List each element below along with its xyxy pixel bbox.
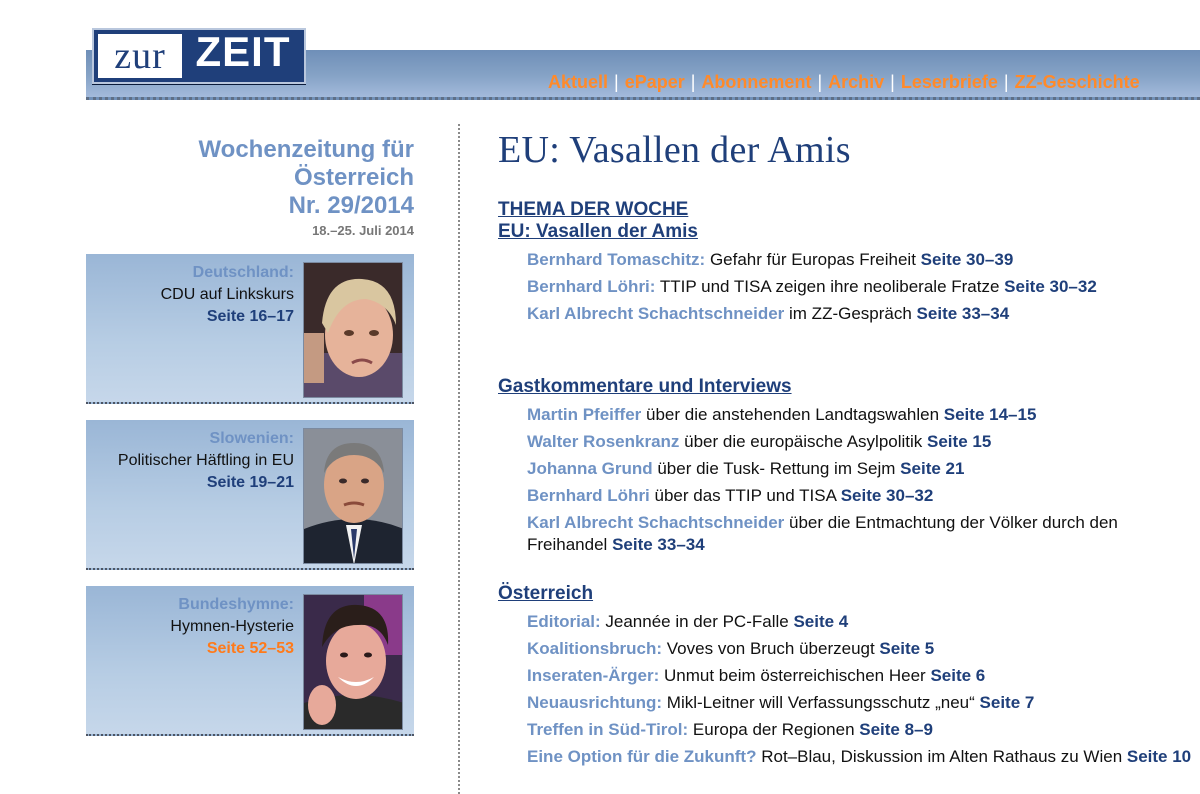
item-author-link[interactable]: Treffen in Süd-Tirol: [527,720,689,739]
card-kicker: Bundeshymne: [178,596,294,613]
issue-number: Nr. 29/2014 [288,192,414,219]
logo-zur: zur [98,34,182,78]
nav-archiv[interactable]: Archiv [828,72,885,92]
nav-zz-geschichte[interactable]: ZZ-Geschichte [1014,72,1140,92]
list-item [527,746,1195,768]
column-divider [458,124,460,794]
teaser-card-bundeshymne[interactable] [86,586,414,736]
list-item [527,404,1167,426]
card-description: Politischer Häftling in EU [117,452,294,469]
list-item [527,249,1187,271]
item-page-link[interactable]: Seite 15 [927,432,992,451]
section-heading[interactable]: THEMA DER WOCHE [498,199,689,220]
item-author-link[interactable]: Bernhard Löhri [527,486,650,505]
item-author-link[interactable]: Koalitionsbruch: [527,639,663,658]
item-page-link[interactable]: Seite 6 [930,666,986,685]
item-text: Mikl-Leitner will Verfassungsschutz „neu“ [662,693,980,712]
item-page-link[interactable]: Seite 4 [793,612,849,631]
list-item [527,611,1195,633]
item-author-link[interactable]: Eine Option für die Zukunft? [527,747,757,766]
teaser-card-slowenien[interactable] [86,420,414,570]
item-page-link[interactable]: Seite 5 [879,639,935,658]
item-text: über die Tusk- Rettung im Sejm [652,459,901,478]
item-author-link[interactable]: Bernhard Tomaschitz: [527,250,706,269]
item-page-link[interactable]: Seite 30–32 [1004,277,1097,296]
item-author-link[interactable]: Johanna Grund [527,459,653,478]
list-item [527,458,1167,480]
item-text: über die anstehenden Landtagswahlen [641,405,944,424]
section-oesterreich [498,583,1198,773]
list-item [527,719,1195,741]
section-heading[interactable]: Gastkommentare und Interviews [498,376,792,397]
portrait-photo-icon[interactable] [303,262,403,398]
nav-separator: | [614,72,619,92]
item-page-link[interactable]: Seite 33–34 [612,535,705,554]
list-item [527,512,1167,556]
nav-separator: | [690,72,696,92]
item-text: TTIP und TISA zeigen ihre neoliberale Fratze [655,277,1005,296]
teaser-card-deutschland[interactable] [86,254,414,404]
issue-info [100,136,414,240]
item-page-link[interactable]: Seite 33–34 [916,304,1010,323]
card-page-link[interactable]: Seite 16–17 [206,308,294,325]
card-kicker: Deutschland: [192,264,294,281]
portrait-photo-icon[interactable] [303,594,403,730]
item-text: im ZZ-Gespräch [784,304,917,323]
section-heading[interactable]: Österreich [498,583,594,604]
item-author-link[interactable]: Walter Rosenkranz [527,432,680,451]
item-author-link[interactable]: Martin Pfeiffer [527,405,642,424]
item-text: Jeannée in der PC-Falle [600,612,794,631]
page-title: EU: Vasallen der Amis [498,129,851,171]
nav-separator: | [817,72,823,92]
item-page-link[interactable]: Seite 7 [979,693,1035,712]
item-text: Voves von Bruch überzeugt [662,639,880,658]
nav-aktuell[interactable]: Aktuell [548,72,609,92]
nav-leserbriefe[interactable]: Leserbriefe [900,72,998,92]
issue-line1: Wochenzeitung für [198,136,414,163]
issue-date: 18.–25. Juli 2014 [312,223,414,238]
card-kicker: Slowenien: [209,430,294,447]
item-text: über die Entmachtung der Völker durch den Freihandel [527,513,1118,554]
list-item [527,276,1187,298]
item-text: Gefahr für Europas Freiheit [705,250,921,269]
item-author-link[interactable]: Karl Albrecht Schachtschneider [527,513,785,532]
issue-line2: Österreich [293,164,414,191]
item-page-link[interactable]: Seite 14–15 [943,405,1037,424]
nav-separator: | [1003,72,1009,92]
list-item [527,692,1195,714]
portrait-photo-icon[interactable] [303,428,403,564]
card-description: CDU auf Linkskurs [160,286,294,303]
list-item [527,431,1167,453]
nav-epaper[interactable]: ePaper [624,72,685,92]
item-page-link[interactable]: Seite 8–9 [859,720,933,739]
nav-separator: | [890,72,895,92]
item-page-link[interactable]: Seite 30–39 [920,250,1014,269]
list-item [527,665,1195,687]
item-text: Unmut beim österreichischen Heer [659,666,931,685]
nav-abonnement[interactable]: Abonnement [701,72,812,92]
section-thema-der-woche [498,199,1198,330]
item-page-link[interactable]: Seite 21 [900,459,965,478]
section-gastkommentare [498,376,1198,561]
item-page-link[interactable]: Seite 10 [1126,747,1192,766]
card-description: Hymnen-Hysterie [170,618,294,635]
item-text: Rot–Blau, Diskussion im Alten Rathaus zu Wien [756,747,1127,766]
item-author-link[interactable]: Editorial: [527,612,601,631]
logo-zeit: ZEIT [195,28,291,75]
item-page-link[interactable]: Seite 30–32 [840,486,934,505]
item-author-link[interactable]: Karl Albrecht Schachtschneider [527,304,785,323]
item-text: Europa der Regionen [688,720,860,739]
item-author-link[interactable]: Inseraten-Ärger: [527,666,660,685]
card-page-link[interactable]: Seite 19–21 [206,474,294,491]
item-author-link[interactable]: Bernhard Löhri: [527,277,656,296]
section-subheading[interactable]: EU: Vasallen der Amis [498,221,698,242]
item-text: über die europäische Asylpolitik [679,432,928,451]
site-logo[interactable] [92,28,306,84]
item-author-link[interactable]: Neuausrichtung: [527,693,663,712]
top-navigation [548,72,1140,93]
list-item [527,303,1187,325]
item-text: über das TTIP und TISA [649,486,841,505]
list-item [527,485,1167,507]
card-page-link[interactable]: Seite 52–53 [206,640,294,657]
list-item [527,638,1195,660]
